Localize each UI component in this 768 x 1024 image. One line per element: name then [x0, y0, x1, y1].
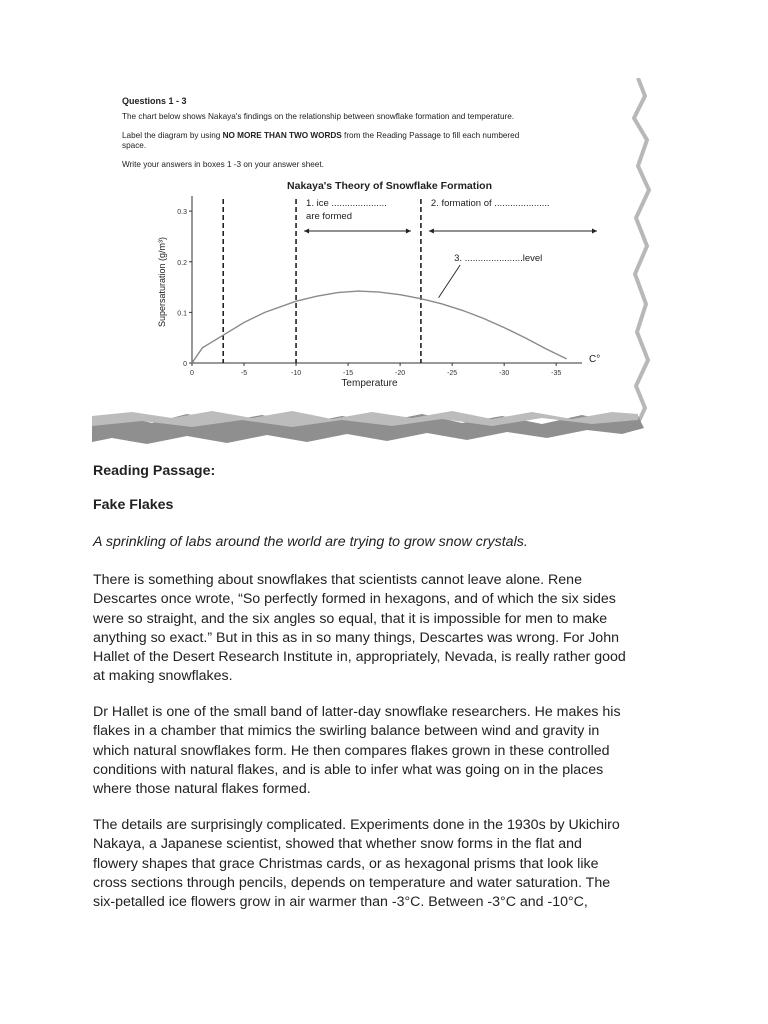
paragraph-3	[93, 816, 683, 912]
paragraph-3-line: six-petalled ice flowers grow in air warmer than -3°C. Between -3°C and -10°C,	[93, 894, 588, 911]
x-tick-label: -10	[290, 370, 302, 377]
annotation-label-1: 1. ice .....................	[306, 198, 387, 209]
paragraph-1-line: were so straight, and the six angles so equal, that it is impossible for men to make	[93, 610, 608, 627]
reading-passage-heading: Reading Passage:	[93, 463, 216, 479]
y-tick-label: 0	[183, 361, 187, 368]
annotation-label-1-cont: are formed	[306, 211, 352, 222]
y-tick-label: 0.2	[177, 259, 187, 267]
paragraph-2	[93, 703, 683, 799]
paragraph-2-line: flakes in a chamber that mimics the swirling balance between wind and gravity in	[93, 723, 600, 740]
x-tick-label: -15	[343, 370, 354, 377]
chart-root	[157, 180, 600, 389]
paragraph-1	[93, 571, 683, 687]
paragraph-1-line: Hallet of the Desert Research Institute in, appropriately, Nevada, is really rather good	[93, 649, 626, 666]
x-tick-label: -25	[447, 370, 458, 377]
questions-instruction-4: Write your answers in boxes 1 -3 on your answer sheet.	[122, 160, 324, 169]
supersaturation-curve	[192, 291, 567, 363]
torn-edge-bottom	[92, 414, 644, 444]
arrow-2-right-head	[592, 229, 597, 234]
instruction-2-bold: NO MORE THAN TWO WORDS	[222, 131, 342, 140]
x-tick-label: -20	[395, 370, 406, 377]
passage-title: Fake Flakes	[93, 497, 174, 513]
x-tick-label: -30	[499, 370, 510, 377]
label-3-pointer	[439, 265, 461, 298]
arrow-1-left-head	[304, 229, 309, 234]
paragraph-1-line: anything so exact.” But in this as in so many things, Descartes was wrong. For John	[93, 629, 619, 646]
paragraph-2-line: Dr Hallet is one of the small band of latter-day snowflake researchers. He makes his	[93, 704, 621, 720]
paragraph-3-line: Nakaya, a Japanese scientist, showed that whether snow forms in the flat and	[93, 836, 582, 853]
snowflake-chart	[147, 176, 627, 401]
paragraph-1-line: There is something about snowflakes that scientists cannot leave alone. Rene	[93, 572, 582, 588]
questions-instruction-2	[122, 131, 519, 141]
paragraph-3-line: The details are surprisingly complicated. Experiments done in the 1930s by Ukichiro	[93, 817, 620, 833]
x-tick-label: -5	[240, 370, 248, 377]
y-tick-label: 0.1	[177, 310, 187, 318]
questions-heading: Questions 1 - 3	[122, 96, 187, 106]
paragraph-1-line: at making snowflakes.	[93, 668, 233, 685]
y-axis-label: Supersaturation (g/m³)	[157, 236, 167, 328]
passage-subtitle: A sprinkling of labs around the world are trying to grow snow crystals.	[93, 534, 528, 550]
chart-title: Nakaya's Theory of Snowflake Formation	[287, 180, 492, 192]
arrow-1-right-head	[406, 229, 411, 234]
x-tick-label: 0	[190, 370, 194, 377]
paragraph-2-line: conditions with natural flakes, and is able to infer what was going on in the places	[93, 761, 604, 778]
paragraph-1-line: Descartes once wrote, “So perfectly formed in hexagons, and of which the six sides	[93, 591, 616, 608]
x-unit-label: C°	[589, 354, 601, 365]
annotation-label-2: 2. formation of .....................	[430, 198, 550, 209]
x-axis-label: Temperature	[341, 378, 398, 389]
questions-instruction-1: The chart below shows Nakaya's findings on the relationship between snowflake formation and temperature.	[122, 112, 515, 121]
instruction-2-pre: Label the diagram by using	[122, 131, 223, 140]
x-tick-label: -35	[551, 370, 562, 377]
arrow-2-left-head	[429, 229, 434, 234]
paragraph-2-line: which natural snowflakes form. He then compares flakes grown in these controlled	[93, 742, 610, 759]
paragraph-2-line: where those natural flakes formed.	[93, 781, 311, 798]
questions-instruction-3: space.	[122, 141, 147, 150]
y-tick-label: 0.3	[177, 209, 187, 217]
paragraph-3-line: flowery shapes that grace Christmas cards, or as hexagonal prisms that look like	[93, 855, 599, 872]
annotation-label-3: 3. ......................level	[454, 253, 543, 264]
scanned-question-image	[92, 78, 652, 448]
instruction-2-post: from the Reading Passage to fill each numbered	[341, 131, 520, 140]
paragraph-3-line: cross sections through pencils, depends on temperature and water saturation. The	[93, 874, 611, 891]
